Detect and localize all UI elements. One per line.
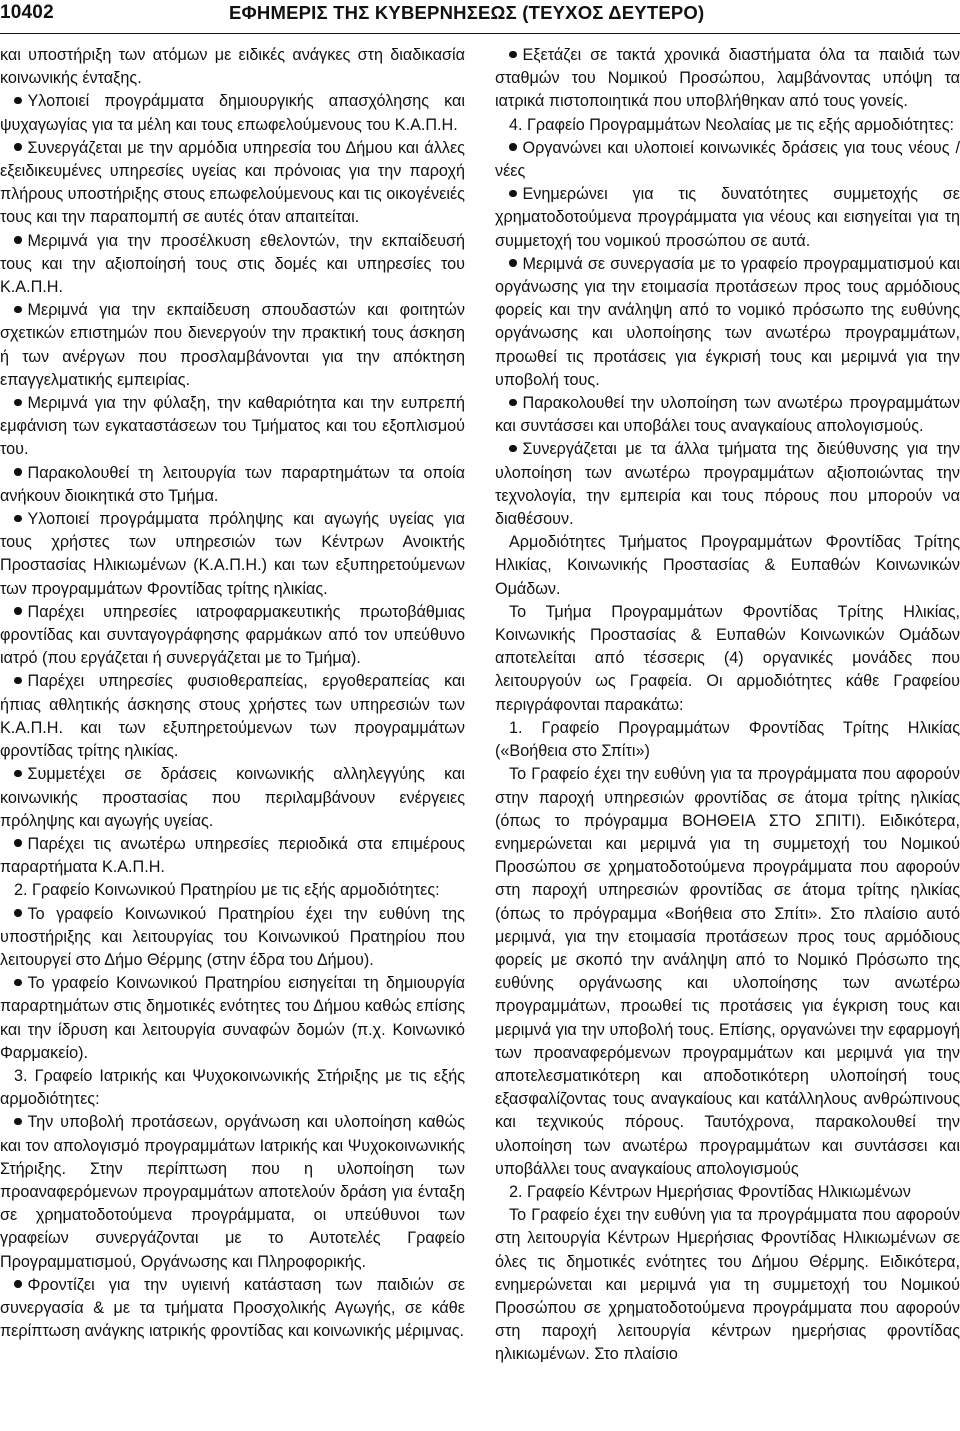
paragraph-text: Παρακολουθεί τη λειτουργία των παραρτημάτων τα οποία ανήκουν διοικητικά στο Τμήμα. [0, 463, 465, 505]
bullet-paragraph [495, 392, 960, 438]
paragraph-text: Μεριμνά σε συνεργασία με το γραφείο προγραμματισμού και οργάνωσης για την ετοιμασία προτάσεων προς τους αρμόδιους φορείς και την ανάληψη από το νομικό πρόσωπο της ευθύνης οργάνωσης και υλοποίησης των ανωτέρω προγραμμάτων, προωθεί τις προτάσεις για έγκρισή τους και μεριμνά για την υποβολή τους. [495, 254, 960, 389]
paragraph-text: Φροντίζει για την υγιεινή κατάσταση των παιδιών σε συνεργασία & με τα τμήματα Προσχολικής Αγωγής, σε κάθε περίπτωση ανάγκης ιατρικής φροντίδας και κοινωνικής μέριμνας. [0, 1275, 465, 1341]
bullet-paragraph [0, 670, 465, 763]
bullet-icon [509, 51, 517, 59]
paragraph [495, 1204, 960, 1366]
paragraph [495, 601, 960, 717]
paragraph-text: Ενημερώνει για τις δυνατότητες συμμετοχής σε χρηματοδοτούμενα προγράμματα για νέους και εισηγείται για τη συμμετοχή του νομικού προσώπου σε αυτά. [495, 185, 960, 250]
paragraph-text: Μεριμνά για την εκπαίδευση σπουδαστών και φοιτητών σχετικών επιστημών που διενεργούν την πρακτική τους άσκηση ή των ανέργων που προσλαμβάνονται για την απόκτηση επαγγελματικής εμπειρίας. [0, 301, 465, 389]
paragraph [0, 879, 465, 902]
bullet-icon [509, 399, 517, 407]
bullet-paragraph [495, 137, 960, 183]
paragraph-text: Το Γραφείο έχει την ευθύνη για τα προγράμματα που αφορούν στη λειτουργία Κέντρων Ημερήσιας Φροντίδας Ηλικιωμένων σε όλες τις δημοτικές ενότητες του Δήμου Θέρμης. Ειδικότερα, ενημερώνεται και μεριμνά για τη συμμετοχή του Νομικού Προσώπου σε χρηματοδοτούμενα προγράμματα που αφορούν στη παροχή λειτουργία κέντρων ημερήσιας φροντίδας ηλικιωμένων. Στο πλαίσιο [495, 1206, 960, 1364]
bullet-icon [509, 190, 517, 198]
bullet-paragraph [495, 183, 960, 253]
bullet-icon [14, 677, 22, 685]
paragraph-text: Μεριμνά για την προσέλκυση εθελοντών, την εκπαίδευσή τους και την αξιοποίησή τους στις δομές και υπηρεσίες του Κ.Α.Π.Η. [0, 231, 465, 297]
bullet-paragraph [0, 972, 465, 1065]
paragraph-text: Παρέχει τις ανωτέρω υπηρεσίες περιοδικά στα επιμέρους παραρτήματα Κ.Α.Π.Η. [0, 834, 465, 877]
bullet-paragraph [0, 763, 465, 833]
left-column [0, 44, 465, 1343]
paragraph-text: 4. Γραφείο Προγραμμάτων Νεολαίας με τις εξής αρμοδιότητες: [509, 115, 954, 134]
bullet-icon [509, 143, 517, 151]
bullet-paragraph [0, 462, 465, 508]
paragraph-text: Παρέχει υπηρεσίες ιατροφαρμακευτικής πρωτοβάθμιας φροντίδας και συνταγογράφησης φαρμάκων από τον υπεύθυνο ιατρό (που εργάζεται ή συνεργάζεται με το Τμήμα). [0, 602, 465, 668]
bullet-icon [14, 399, 22, 407]
paragraph [495, 531, 960, 601]
paragraph [495, 1181, 960, 1204]
bullet-icon [14, 1118, 22, 1126]
paragraph-text: 2. Γραφείο Κοινωνικού Πρατηρίου με τις εξής αρμοδιότητες: [14, 881, 440, 900]
bullet-paragraph [0, 508, 465, 601]
paragraph [495, 114, 960, 137]
bullet-paragraph [0, 392, 465, 462]
right-column [495, 44, 960, 1367]
paragraph-text: Εξετάζει σε τακτά χρονικά διαστήματα όλα τα παιδιά των σταθμών του Νομικού Προσώπου, λαμβάνοντας υπόψη τα ιατρικά πιστοποιητικά που υποβλήθηκαν από τους γονείς. [495, 46, 960, 111]
header-rule [0, 33, 960, 34]
bullet-paragraph [0, 903, 465, 973]
bullet-icon [14, 306, 22, 314]
bullet-paragraph [0, 230, 465, 300]
bullet-paragraph [0, 137, 465, 230]
bullet-icon [14, 1280, 22, 1288]
bullet-paragraph [0, 1111, 465, 1273]
bullet-paragraph [495, 438, 960, 531]
bullet-icon [14, 607, 22, 615]
bullet-icon [14, 979, 22, 987]
paragraph [495, 717, 960, 763]
bullet-icon [509, 445, 517, 453]
bullet-paragraph [0, 833, 465, 879]
bullet-icon [14, 143, 22, 151]
bullet-paragraph [0, 299, 465, 392]
bullet-paragraph [495, 44, 960, 114]
paragraph-text: Συνεργάζεται με τα άλλα τμήματα της διεύθυνσης για την υλοποίηση των ανωτέρω προγραμμάτων αξιοποιώντας την τεχνολογία, την εμπειρία και τους πόρους που μπορούν να διαθέσουν. [495, 440, 960, 529]
paragraph-text: Οργανώνει και υλοποιεί κοινωνικές δράσεις για τους νέους / νέες [495, 138, 960, 181]
paragraph [0, 1065, 465, 1111]
page-number: 10402 [0, 2, 54, 23]
paragraph-text: Το Τμήμα Προγραμμάτων Φροντίδας Τρίτης Ηλικίας, Κοινωνικής Προστασίας & Ευπαθών Κοινωνικών Ομάδων αποτελείται από τέσσερις (4) οργανικές μονάδες που λειτουργούν ως Γραφεία. Οι αρμοδιότητες κάθε Γραφείου περιγράφονται παρακάτω: [495, 602, 960, 714]
gazette-title: ΕΦΗΜΕΡΙΣ ΤΗΣ ΚΥΒΕΡΝΗΣΕΩΣ (ΤΕΥΧΟΣ ΔΕΥΤΕΡΟ) [229, 2, 705, 23]
paragraph-text: Το γραφείο Κοινωνικού Πρατηρίου έχει την ευθύνη της υποστήριξης και λειτουργίας του Κοινωνικού Πρατηρίου που λειτουργεί στο Δήμο Θέρμης (στην έδρα του Δήμου). [0, 904, 465, 969]
bullet-icon [14, 839, 22, 847]
paragraph-text: 2. Γραφείο Κέντρων Ημερήσιας Φροντίδας Ηλικιωμένων [509, 1182, 911, 1201]
paragraph-text: Υλοποιεί προγράμματα πρόληψης και αγωγής υγείας για τους χρήστες των υπηρεσιών των Κέντρων Ανοικτής Προστασίας Ηλικιωμένων (Κ.Α.Π.Η.) και των εξυπηρετούμενων των προγραμμάτων Φροντίδας τρίτης ηλικίας. [0, 510, 465, 598]
paragraph-text: Μεριμνά για την φύλαξη, την καθαριότητα και την ευπρεπή εμφάνιση των εγκαταστάσεων του Τμήματος και του εξοπλισμού του. [0, 394, 465, 459]
bullet-icon [14, 236, 22, 244]
bullet-paragraph [495, 253, 960, 392]
paragraph [0, 44, 465, 90]
paragraph-text: Το γραφείο Κοινωνικού Πρατηρίου εισηγείται τη δημιουργία παραρτημάτων στις δημοτικές ενότητες του Δήμου καθώς επίσης και την ίδρυση και λειτουργία συναφών δομών (π.χ. Κοινωνικό Φαρμακείο). [0, 974, 465, 1062]
paragraph-text: Το Γραφείο έχει την ευθύνη για τα προγράμματα που αφορούν στην παροχή υπηρεσιών φροντίδας σε άτομα τρίτης ηλικίας (όπως το πρόγραμμα ΒΟΗΘΕΙΑ ΣΤΟ ΣΠΙΤΙ). Ειδικότερα, ενημερώνεται και μεριμνά για τη συμμετοχή του Νομικού Προσώπου σε χρηματοδοτούμενα προγράμματα που αφορούν στη παροχή υπηρεσιών φροντίδας σε άτομα τρίτης ηλικίας (όπως το πρόγραμμα «Βοήθεια στο Σπίτι». Στο πλαίσιο αυτό μεριμνά, για την ετοιμασία προτάσεων προς τους αρμόδιους φορείς με σκοπό την ανάληψη από το Νομικό Πρόσωπο της ευθύνης οργάνωσης και υλοποίησης των ανωτέρω προγραμμάτων, προωθεί τις προτάσεις για έγκριση τους και μεριμνά για την υποβολή τους. Επίσης, οργανώνει την εφαρμογή των προαναφερόμενων προγραμμάτων και μεριμνά για την αποτελεσματικότερη και αποδοτικότερη υλοποίησή τους εξασφαλίζοντας τους αναγκαίους και κατάλληλους ανθρώπινους και τεχνικούς πόρους. Ταυτόχρονα, παρακολουθεί την υλοποίηση των ανωτέρω προγραμμάτων και συντάσσει και υποβάλλει τους αναγκαίους απολογισμούς [495, 765, 960, 1178]
paragraph-text: και υποστήριξη των ατόμων με ειδικές ανάγκες στη διαδικασία κοινωνικής ένταξης. [0, 46, 465, 88]
bullet-icon [14, 97, 22, 105]
paragraph [495, 763, 960, 1181]
paragraph-text: Παρέχει υπηρεσίες φυσιοθεραπείας, εργοθεραπείας και ήπιας αθλητικής άσκησης στους χρήστες των υπηρεσιών των Κ.Α.Π.Η. και των εξυπηρετούμενων των προγραμμάτων φροντίδας τρίτης ηλικίας. [0, 672, 465, 761]
bullet-paragraph [0, 90, 465, 136]
paragraph-text: Αρμοδιότητες Τμήματος Προγραμμάτων Φροντίδας Τρίτης Ηλικίας, Κοινωνικής Προστασίας & Ευπαθών Κοινωνικών Ομάδων. [495, 533, 960, 598]
paragraph-text: 1. Γραφείο Προγραμμάτων Φροντίδας Τρίτης Ηλικίας («Βοήθεια στο Σπίτι») [495, 718, 960, 761]
paragraph-text: Συνεργάζεται με την αρμόδια υπηρεσία του Δήμου και άλλες εξειδικευμένες υπηρεσίες υγείας και πρόνοιας για την παροχή πλήρους υποστήριξης στους επωφελούμενους και τις οικογένειές τους και την παραπομπή σε αυτές όταν απαιτείται. [0, 138, 465, 227]
bullet-icon [14, 909, 22, 917]
paragraph-text: Συμμετέχει σε δράσεις κοινωνικής αλληλεγγύης και κοινωνικής προστασίας που περιλαμβάνουν ενέργειες πρόληψης και αγωγής υγείας. [0, 765, 465, 830]
bullet-icon [14, 515, 22, 523]
paragraph-text: Την υποβολή προτάσεων, οργάνωση και υλοποίηση καθώς και τον απολογισμό προγραμμάτων Ιατρικής και Ψυχοκοινωνικής Στήριξης. Στην περίπτωση που η υλοποίηση των προαναφερόμενων προγραμμάτων αποτελούν δράση για ένταξη σε χρηματοδοτούμενα προγράμματα, οι υπεύθυνοι των γραφείων συνεργάζονται με το Αυτοτελές Γραφείο Προγραμματισμού, Οργάνωσης και Πληροφορικής. [0, 1113, 465, 1271]
paragraph-text: Υλοποιεί προγράμματα δημιουργικής απασχόλησης και ψυχαγωγίας για τα μέλη και τους επωφελούμενους του Κ.Α.Π.Η. [0, 92, 465, 134]
bullet-icon [14, 468, 22, 476]
bullet-paragraph [0, 601, 465, 671]
bullet-icon [14, 770, 22, 778]
bullet-paragraph [0, 1274, 465, 1344]
paragraph-text: 3. Γραφείο Ιατρικής και Ψυχοκοινωνικής Στήριξης με τις εξής αρμοδιότητες: [0, 1066, 465, 1109]
paragraph-text: Παρακολουθεί την υλοποίηση των ανωτέρω προγραμμάτων και συντάσσει και υποβάλει τους αναγκαίους απολογισμούς. [495, 394, 960, 436]
page-header [0, 2, 960, 30]
bullet-icon [509, 259, 517, 267]
